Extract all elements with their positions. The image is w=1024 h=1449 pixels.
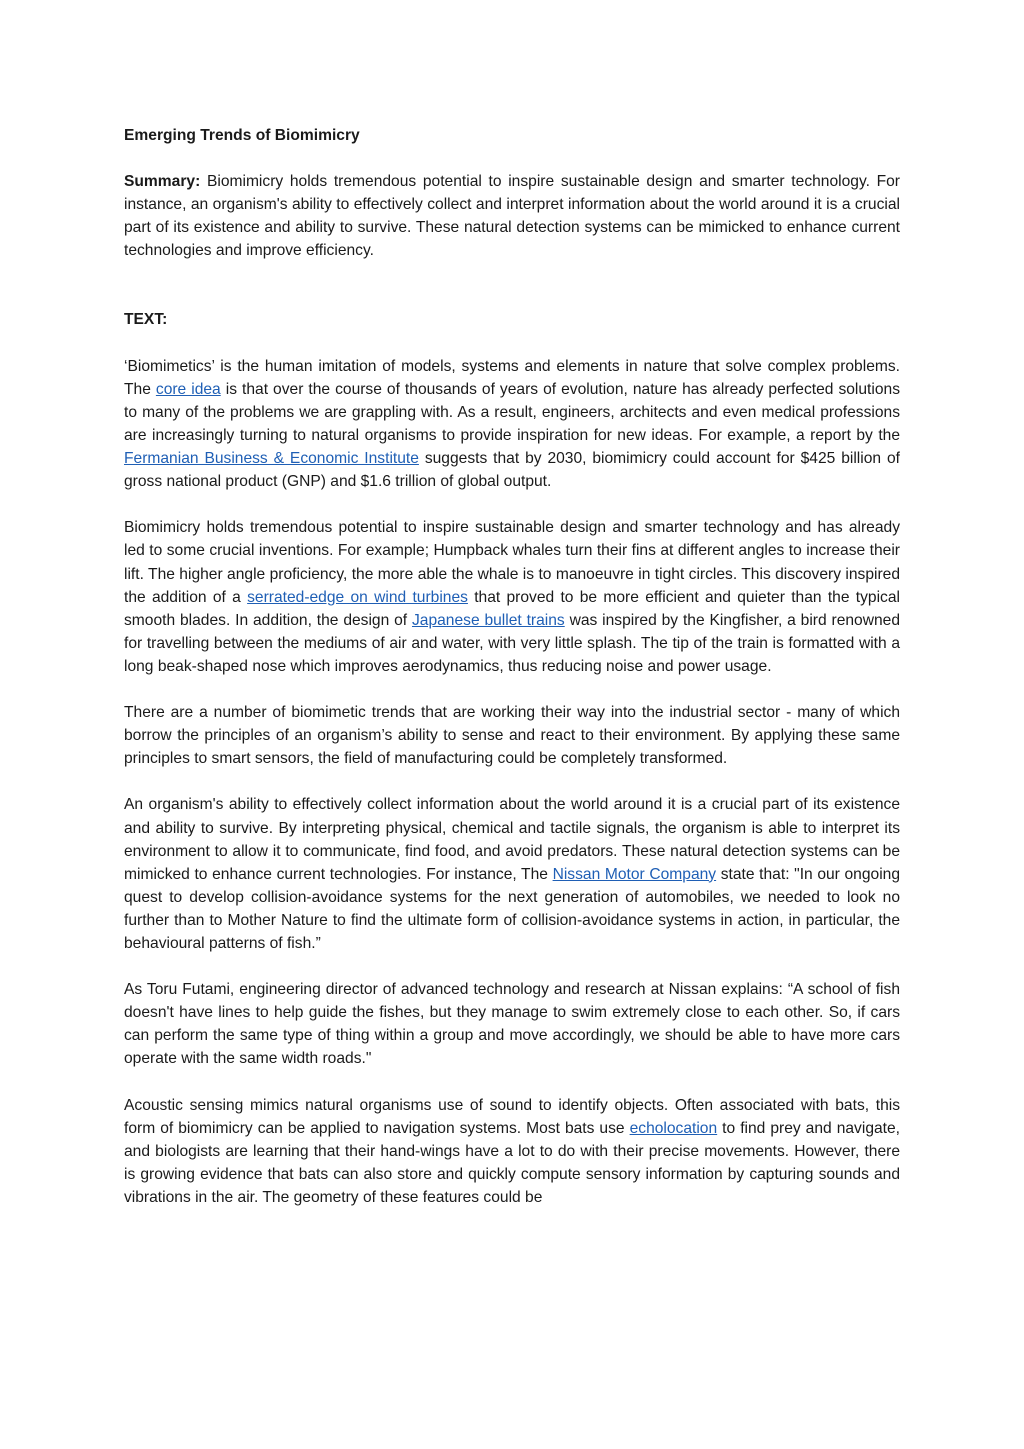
paragraph-acoustic-sensing: [124, 1094, 900, 1209]
paragraph-inventions: [124, 516, 900, 678]
paragraph-industrial-trends: There are a number of biomimetic trends that are working their way into the industrial sector - many of which borrow the principles of an organism’s ability to sense and react to their environment. By applying these same principles to smart sensors, the field of manufacturing could be completely transformed.: [124, 704, 900, 768]
paragraph-futami-quote: As Toru Futami, engineering director of advanced technology and research at Nissan explains: “A school of fish doesn't have lines to help guide the fishes, but they manage to swim extremely close to each other. So, if cars can perform the same type of thing within a group and move accordingly, we should be able to have more cars operate with the same width roads.": [124, 981, 900, 1068]
paragraph-text: was inspired by the Kingfisher, a bird renowned for travelling between the mediums of air and water, with very little splash. The tip of the train is formatted with a long beak-shaped nose which improves aerodynamics, thus reducing noise and power usage.: [124, 611, 901, 675]
paragraph-text: is that over the course of thousands of years of evolution, nature has already perfected solutions to many of the problems we are grappling with. As a result, engineers, architects and even medical professions are increasingly turning to natural organisms to provide inspiration for new ideas. For example, a report by the: [124, 380, 900, 444]
echolocation-link[interactable]: echolocation: [629, 1119, 718, 1137]
fermanian-institute-link[interactable]: Fermanian Business & Economic Institute: [124, 450, 419, 468]
wind-turbines-link[interactable]: serrated-edge on wind turbines: [247, 588, 468, 606]
paragraph-text: suggests that by 2030, biomimicry could account for $425 billion of gross national product (GNP) and $1.6 trillion of global output.: [124, 450, 900, 491]
summary-label: Summary:: [124, 173, 201, 191]
nissan-link[interactable]: Nissan Motor Company: [552, 865, 717, 883]
summary-text: Biomimicry holds tremendous potential to inspire sustainable design and smarter technology. For instance, an organism's ability to effectively collect and interpret information about the world around it is a crucial part of its existence and ability to survive. These natural detection systems can be mimicked to enhance current technologies and improve efficiency.: [124, 173, 900, 260]
paragraph-text: Acoustic sensing mimics natural organisms use of sound to identify objects. Often associated with bats, this form of biomimicry can be applied to navigation systems. Most bats use: [124, 1096, 900, 1137]
paragraph-text: to find prey and navigate, and biologists are learning that their hand-wings have a lot to do with their precise movements. However, there is growing evidence that bats can also store and quickly compute sensory information by capturing sounds and vibrations in the air. The geometry of these features could be: [124, 1119, 900, 1207]
paragraph-biomimetics-definition: [124, 355, 900, 494]
paragraph-text: ‘Biomimetics’ is the human imitation of models, systems and elements in nature that solve complex problems. The: [124, 357, 900, 398]
text-heading: TEXT:: [124, 311, 168, 329]
document-page: [124, 124, 900, 1232]
paragraph-text: Biomimicry holds tremendous potential to inspire sustainable design and smarter technology and has already led to some crucial inventions. For example; Humpback whales turn their fins at different angles to increase their lift. The higher angle proficiency, the more able the whale is to manoeuvre in tight circles. This discovery inspired the addition of a: [124, 519, 900, 606]
document-title: Emerging Trends of Biomimicry: [124, 127, 360, 144]
paragraph-text: that proved to be more efficient and quieter than the typical smooth blades. In addition, the design of: [124, 588, 900, 629]
bullet-trains-link[interactable]: Japanese bullet trains: [411, 611, 565, 629]
summary-paragraph: [124, 170, 900, 262]
paragraph-text: An organism's ability to effectively collect information about the world around it is a crucial part of its existence and ability to survive. By interpreting physical, chemical and tactile signals, the organism is able to interpret its environment to allow it to communicate, find food, and avoid predators. These natural detection systems can be mimicked to enhance current technologies. For instance, The: [124, 796, 900, 883]
core-idea-link[interactable]: core idea: [155, 380, 221, 398]
paragraph-text: state that: "In our ongoing quest to develop collision-avoidance systems for the next generation of automobiles, we needed to look no further than to Mother Nature to find the ultimate form of collision-avoidance systems in action, in particular, the behavioural patterns of fish.”: [124, 865, 900, 952]
paragraph-organism-detection: [124, 793, 900, 955]
